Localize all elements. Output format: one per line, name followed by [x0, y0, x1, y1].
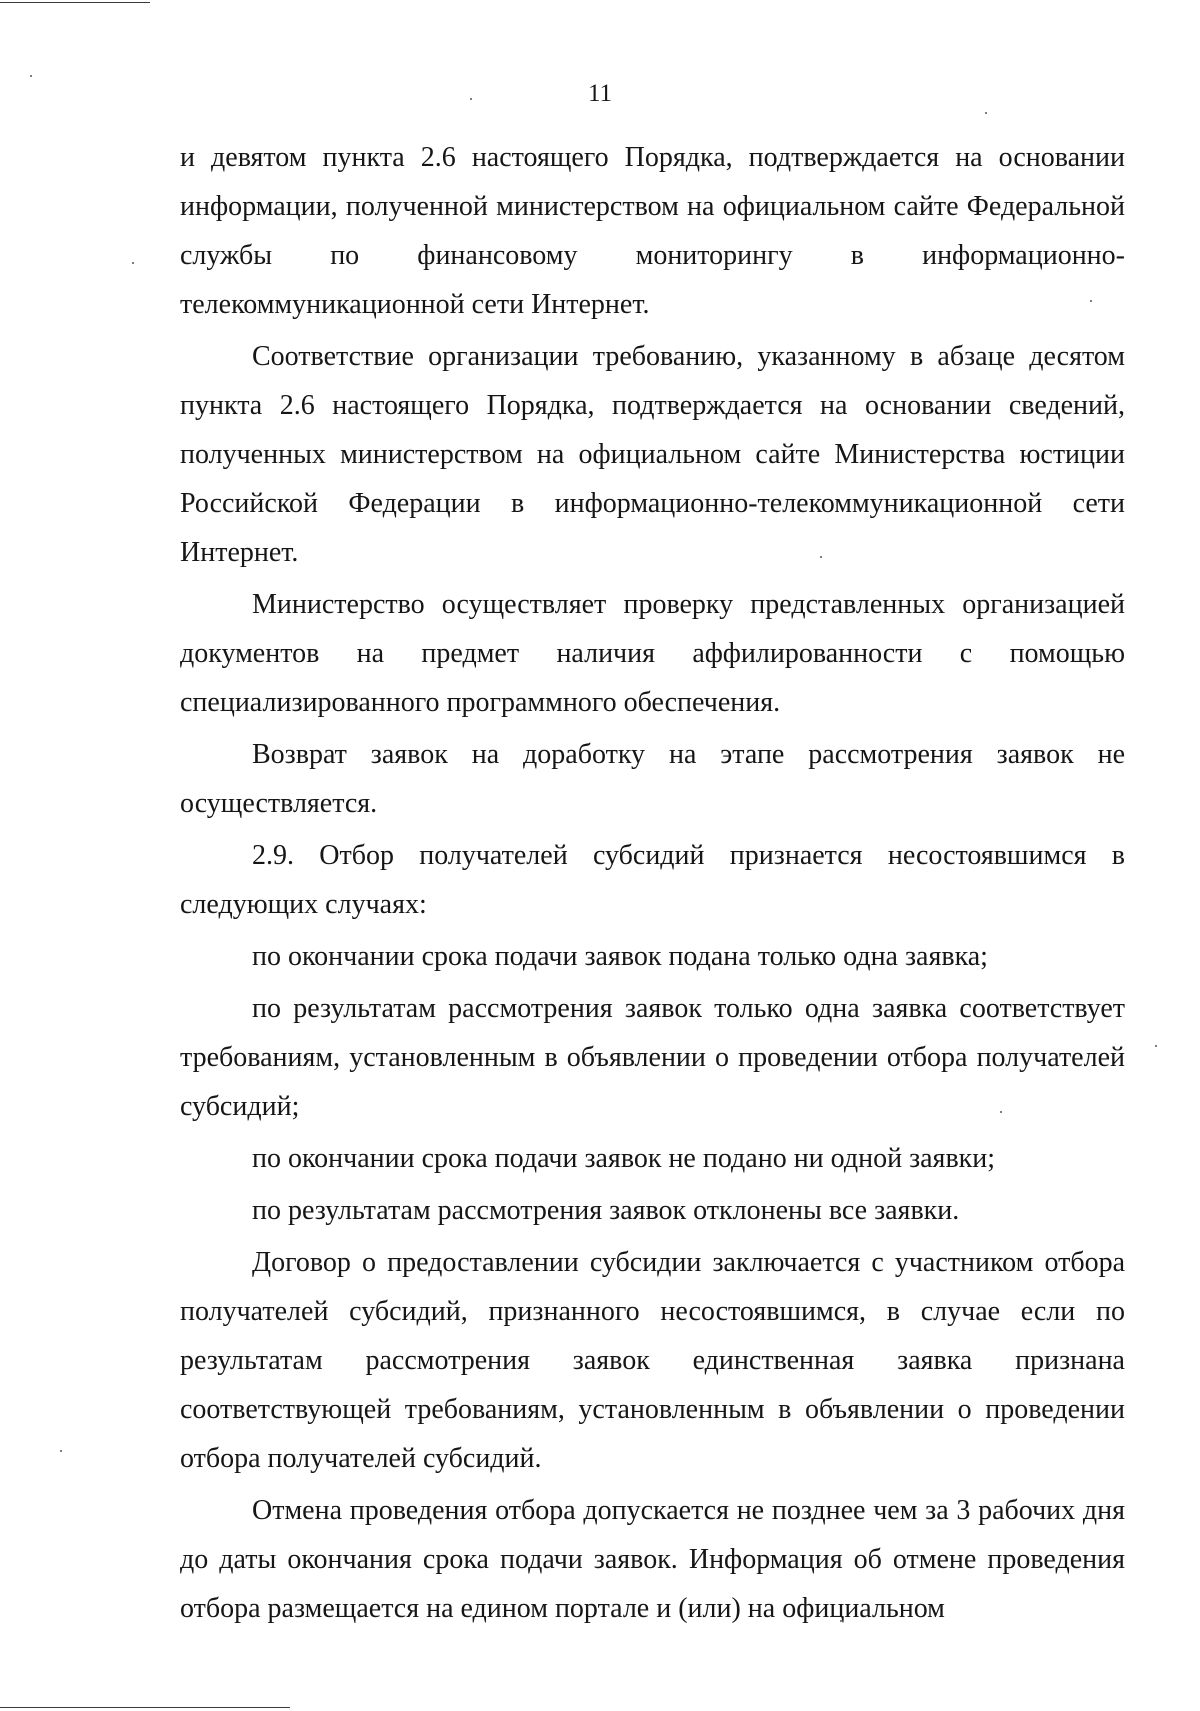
paragraph-no-return: Возврат заявок на доработку на этапе рассмотрения заявок не осуществляется. — [180, 739, 1125, 819]
scan-speck — [132, 262, 134, 264]
page-number: 11 — [587, 80, 613, 107]
document-body — [180, 133, 1125, 1636]
scan-speck — [1155, 1045, 1157, 1047]
scan-edge-bottom — [0, 1707, 290, 1708]
list-item-case-4: по результатам рассмотрения заявок отклонены все заявки. — [252, 1195, 960, 1226]
scan-speck — [30, 75, 32, 77]
paragraph-clause-2-9: 2.9. Отбор получателей субсидий признается несостоявшимся в следующих случаях: — [180, 840, 1125, 920]
scan-edge-top — [0, 2, 150, 3]
paragraph-affiliation-check: Министерство осуществляет проверку представленных организацией документов на предмет наличия аффилированности с помощью специализированного программного обеспечения. — [180, 589, 1125, 718]
paragraph-compliance-requirement: Соответствие организации требованию, указанному в абзаце десятом пункта 2.6 настоящего Порядка, подтверждается на основании сведений, полученных министерством на официальном сайте Министерства юстиции Российской Федерации в информационно-телекоммуникационной сети Интернет. — [180, 341, 1125, 568]
paragraph-cancellation: Отмена проведения отбора допускается не позднее чем за 3 рабочих дня до даты окончания срока подачи заявок. Информация об отмене проведения отбора размещается на едином портале и (или) на официальном — [180, 1495, 1125, 1624]
paragraph-continuation: и девятом пункта 2.6 настоящего Порядка, подтверждается на основании информации, полученной министерством на официальном сайте Федеральной службы по финансовому мониторингу в информационно-телекоммуникационной сети Интернет. — [180, 142, 1125, 320]
scan-speck — [985, 112, 987, 114]
paragraph-agreement: Договор о предоставлении субсидии заключается с участником отбора получателей субсидий, признанного несостоявшимся, в случае если по результатам рассмотрения заявок единственная заявка признана соответствующей требованиям, установленным в объявлении о проведении отбора получателей субсидий. — [180, 1247, 1125, 1474]
list-item-case-2: по результатам рассмотрения заявок только одна заявка соответствует требованиям, установленным в объявлении о проведении отбора получателей субсидий; — [180, 993, 1125, 1122]
scan-speck — [60, 1450, 62, 1452]
list-item-case-3: по окончании срока подачи заявок не подано ни одной заявки; — [252, 1143, 996, 1174]
list-item-case-1: по окончании срока подачи заявок подана только одна заявка; — [252, 941, 988, 972]
